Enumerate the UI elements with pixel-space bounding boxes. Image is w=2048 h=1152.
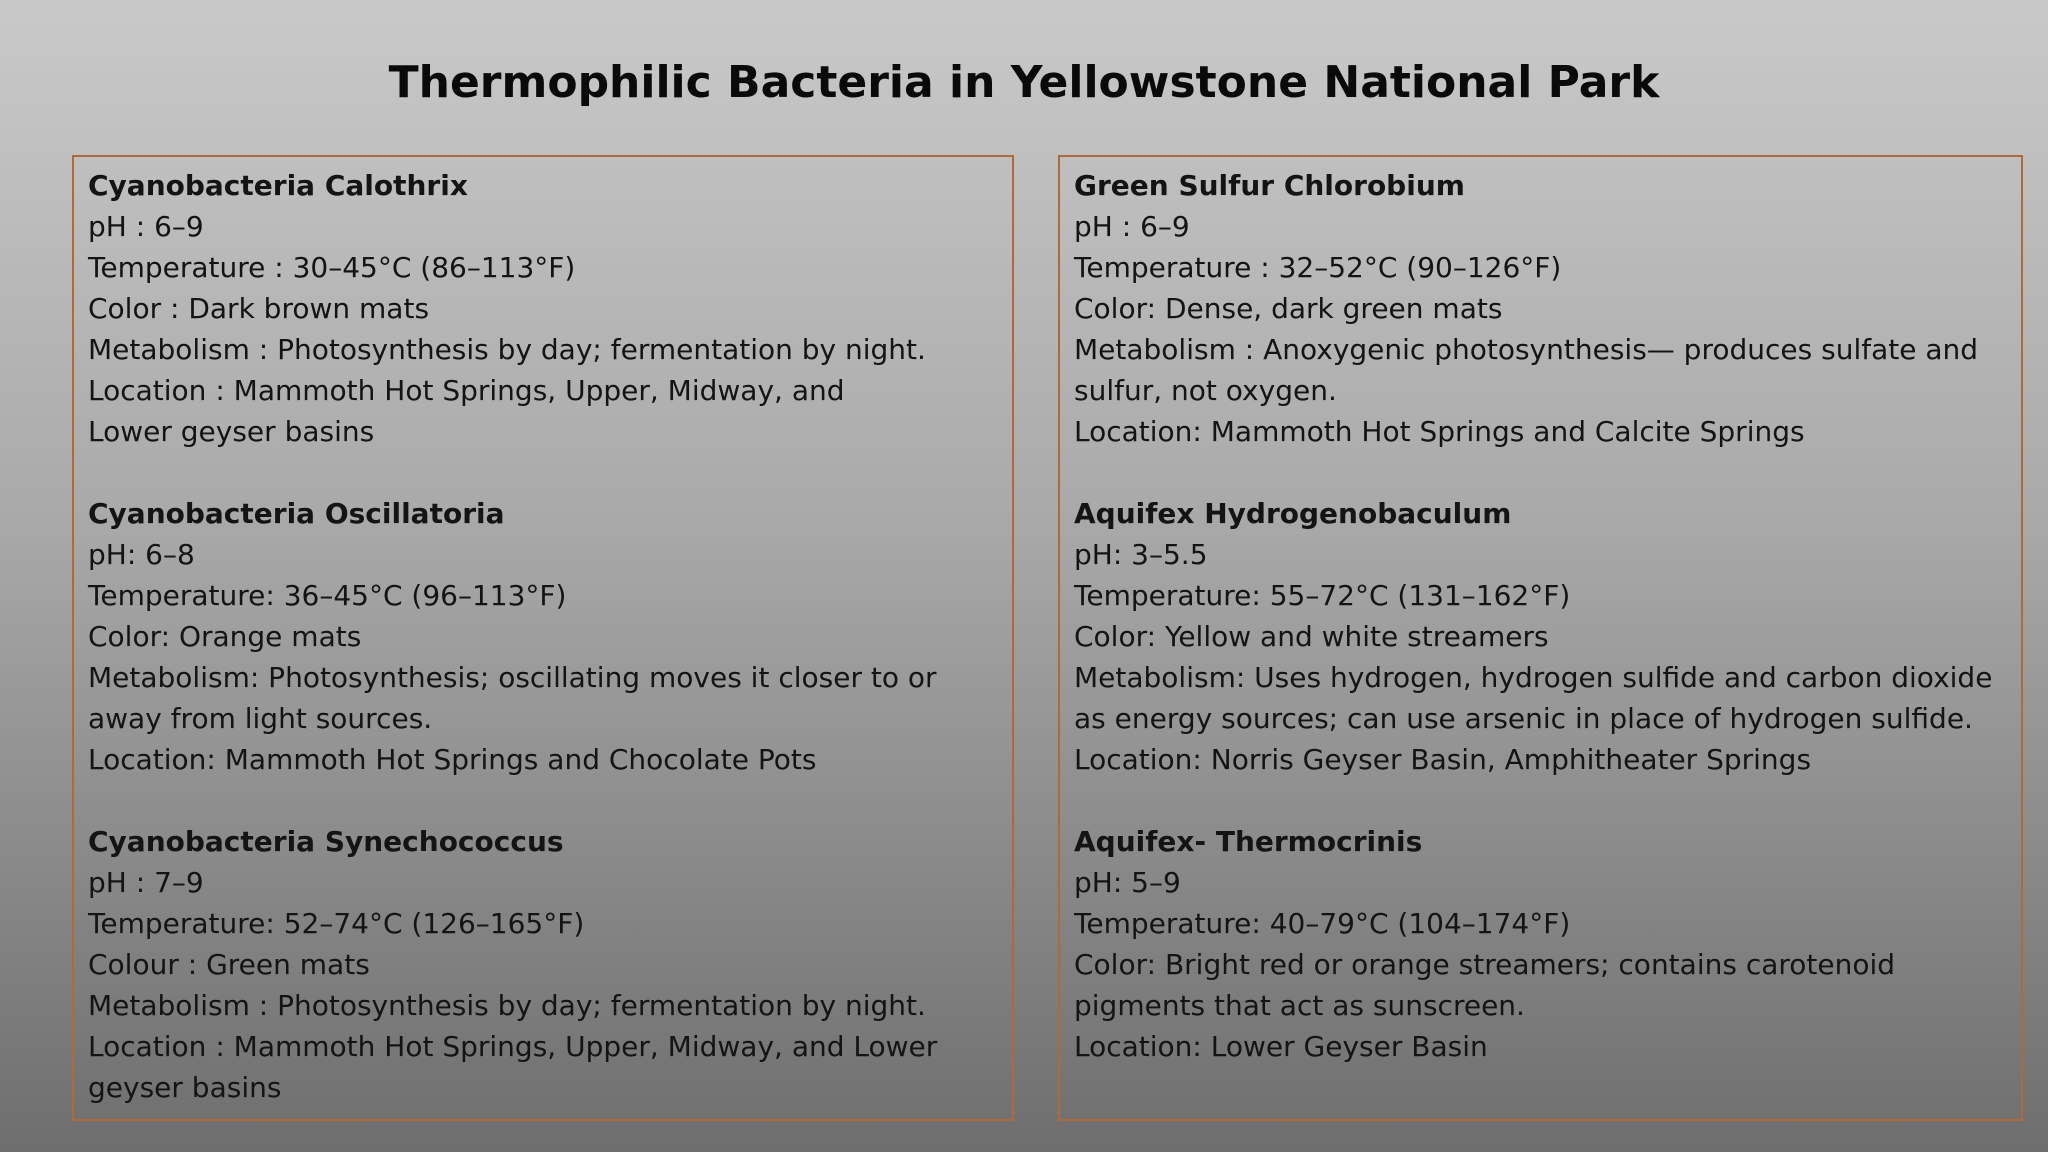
chlorobium-block [1074, 165, 2007, 452]
bacteria-name: Cyanobacteria Oscillatoria [88, 497, 505, 530]
bacteria-name: Aquifex- Thermocrinis [1074, 825, 1423, 858]
metabolism-line-continued: sulfur, not oxygen. [1074, 374, 1337, 407]
ph-line: pH : 6–9 [1074, 210, 1190, 243]
metabolism-line: Metabolism : Anoxygenic photosynthesis— produces sulfate and [1074, 333, 1979, 366]
temperature-line: Temperature: 40–79°C (104–174°F) [1074, 907, 1571, 940]
metabolism-line: Metabolism: Uses hydrogen, hydrogen sulfide and carbon dioxide [1074, 661, 1993, 694]
bacteria-name: Green Sulfur Chlorobium [1074, 169, 1465, 202]
hydrogenobaculum-block [1074, 493, 2007, 780]
location-line: Location: Mammoth Hot Springs and Chocolate Pots [88, 743, 817, 776]
calothrix-block [88, 165, 998, 452]
ph-line: pH: 3–5.5 [1074, 538, 1208, 571]
location-line: Location: Lower Geyser Basin [1074, 1030, 1488, 1063]
slide-title: Thermophilic Bacteria in Yellowstone National Park [388, 57, 1660, 108]
ph-line: pH: 5–9 [1074, 866, 1181, 899]
thermocrinis-block [1074, 821, 2007, 1067]
metabolism-line: Metabolism : Photosynthesis by day; fermentation by night. [88, 989, 926, 1022]
bacteria-name: Cyanobacteria Synechococcus [88, 825, 564, 858]
ph-line: pH : 6–9 [88, 210, 204, 243]
color-line: Color: Yellow and white streamers [1074, 620, 1549, 653]
location-line: Location : Mammoth Hot Springs, Upper, Midway, and [88, 374, 845, 407]
location-line: Location: Norris Geyser Basin, Amphitheater Springs [1074, 743, 1812, 776]
metabolism-line-continued: away from light sources. [88, 702, 433, 735]
metabolism-line-continued: as energy sources; can use arsenic in place of hydrogen sulfide. [1074, 702, 1973, 735]
bacteria-name: Cyanobacteria Calothrix [88, 169, 468, 202]
temperature-line: Temperature: 52–74°C (126–165°F) [88, 907, 585, 940]
bacteria-name: Aquifex Hydrogenobaculum [1074, 497, 1512, 530]
temperature-line: Temperature : 30–45°C (86–113°F) [88, 251, 576, 284]
metabolism-line: Metabolism: Photosynthesis; oscillating moves it closer to or [88, 661, 937, 694]
left-bacteria-panel [72, 155, 1014, 1121]
right-bacteria-panel [1058, 155, 2023, 1121]
location-line-continued: Lower geyser basins [88, 415, 375, 448]
ph-line: pH : 7–9 [88, 866, 204, 899]
location-line: Location : Mammoth Hot Springs, Upper, Midway, and Lower [88, 1030, 938, 1063]
temperature-line: Temperature: 55–72°C (131–162°F) [1074, 579, 1571, 612]
color-line: Color : Dark brown mats [88, 292, 430, 325]
location-line-continued: geyser basins [88, 1071, 282, 1104]
color-line-continued: pigments that act as sunscreen. [1074, 989, 1525, 1022]
color-line: Colour : Green mats [88, 948, 370, 981]
color-line: Color: Bright red or orange streamers; contains carotenoid [1074, 948, 1896, 981]
synechococcus-block [88, 821, 998, 1108]
oscillatoria-block [88, 493, 998, 780]
ph-line: pH: 6–8 [88, 538, 195, 571]
temperature-line: Temperature : 32–52°C (90–126°F) [1074, 251, 1562, 284]
metabolism-line: Metabolism : Photosynthesis by day; fermentation by night. [88, 333, 926, 366]
location-line: Location: Mammoth Hot Springs and Calcite Springs [1074, 415, 1805, 448]
color-line: Color: Dense, dark green mats [1074, 292, 1503, 325]
temperature-line: Temperature: 36–45°C (96–113°F) [88, 579, 567, 612]
color-line: Color: Orange mats [88, 620, 362, 653]
